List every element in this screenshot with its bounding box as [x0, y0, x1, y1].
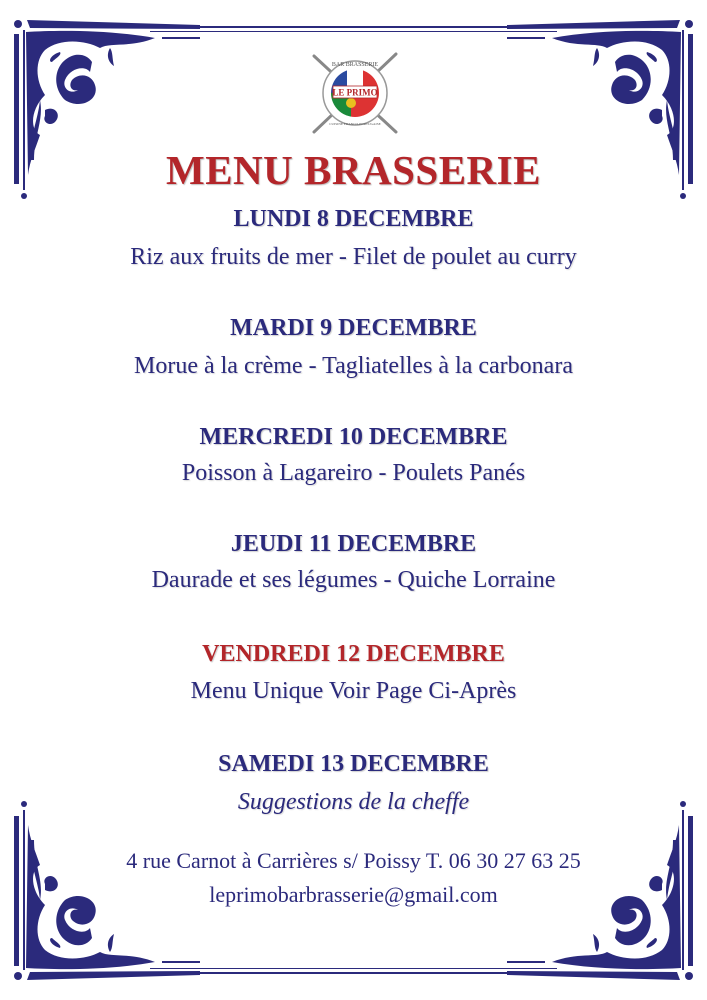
day-dishes: Riz aux fruits de mer - Filet de poulet au curry	[130, 244, 577, 270]
day-heading: JEUDI 11 DECEMBRE	[230, 531, 477, 557]
day-heading: VENDREDI 12 DECEMBRE	[202, 641, 505, 667]
day-heading: LUNDI 8 DECEMBRE	[233, 206, 474, 232]
day-heading: MARDI 9 DECEMBRE	[230, 315, 477, 341]
restaurant-logo	[306, 48, 404, 138]
bottom-border-line	[150, 972, 557, 974]
address: 4 rue Carnot à Carrières s/ Poissy T. 06 30 27 63 25	[126, 848, 581, 873]
logo-bottom-text: CUISINE FRANCO-PORTUGAISE	[329, 122, 381, 126]
day-heading: SAMEDI 13 DECEMBRE	[218, 751, 489, 777]
day-dishes: Suggestions de la cheffe	[237, 789, 470, 815]
day-dishes: Daurade et ses légumes - Quiche Lorraine	[151, 567, 556, 593]
day-dishes: Morue à la crème - Tagliatelles à la carbonara	[134, 353, 573, 379]
day-dishes: Menu Unique Voir Page Ci-Après	[190, 678, 517, 704]
email: leprimobarbrasserie@gmail.com	[209, 882, 498, 907]
top-border-line-thin	[150, 31, 557, 32]
top-border-line	[150, 26, 557, 28]
bottom-border-line-thin	[150, 968, 557, 969]
logo-name: LE PRIMO	[332, 87, 378, 98]
menu-title: MENU BRASSERIE	[166, 147, 541, 193]
day-heading: MERCREDI 10 DECEMBRE	[199, 424, 508, 450]
day-dishes: Poisson à Lagareiro - Poulets Panés	[181, 460, 526, 486]
logo-top-text: BAR BRASSERIE	[331, 62, 379, 68]
